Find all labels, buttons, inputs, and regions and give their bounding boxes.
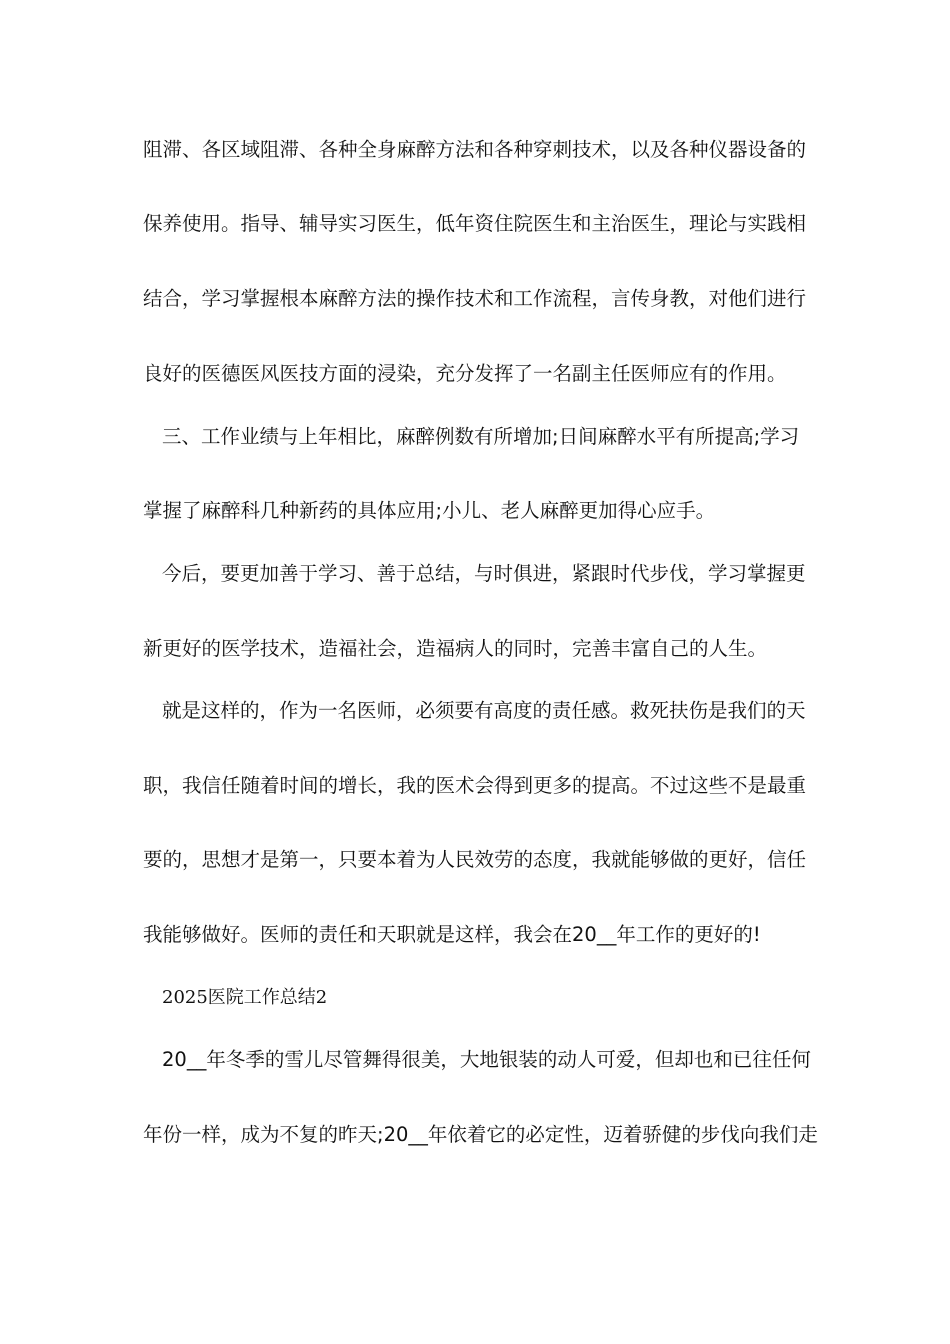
paragraph-line: 年份一样，成为不复的昨天;20__年依着它的必定性，迈着骄健的步伐向我们走 [143,1123,818,1146]
paragraph-line: 职，我信任随着时间的增长，我的医术会得到更多的提高。不过这些不是最重 [143,774,807,797]
paragraph-line: 今后，要更加善于学习、善于总结，与时俱进，紧跟时代步伐，学习掌握更 [162,562,806,585]
paragraph-line: 要的，思想才是第一，只要本着为人民效劳的态度，我就能够做的更好，信任 [143,848,807,871]
paragraph-line: 20__年冬季的雪儿尽管舞得很美，大地银装的动人可爱，但却也和已往任何 [162,1048,811,1071]
section-heading: 2025医院工作总结2 [162,987,328,1008]
paragraph-line: 保养使用。指导、辅导实习医生，低年资住院医生和主治医生，理论与实践相 [143,212,807,235]
paragraph-line: 我能够做好。医师的责任和天职就是这样，我会在20__年工作的更好的! [143,923,761,946]
paragraph-line: 新更好的医学技术，造福社会，造福病人的同时，完善丰富自己的人生。 [143,637,768,660]
paragraph-line: 结合，学习掌握根本麻醉方法的操作技术和工作流程，言传身教，对他们进行 [143,287,807,310]
paragraph-line: 良好的医德医风医技方面的浸染，充分发挥了一名副主任医师应有的作用。 [143,362,787,385]
paragraph-line: 阻滞、各区域阻滞、各种全身麻醉方法和各种穿刺技术，以及各种仪器设备的 [143,138,807,161]
paragraph-line: 三、工作业绩与上年相比，麻醉例数有所增加;日间麻醉水平有所提高;学习 [162,425,800,448]
paragraph-line: 掌握了麻醉科几种新药的具体应用;小儿、老人麻醉更加得心应手。 [143,499,716,522]
paragraph-line: 就是这样的，作为一名医师，必须要有高度的责任感。救死扶伤是我们的天 [162,699,806,722]
